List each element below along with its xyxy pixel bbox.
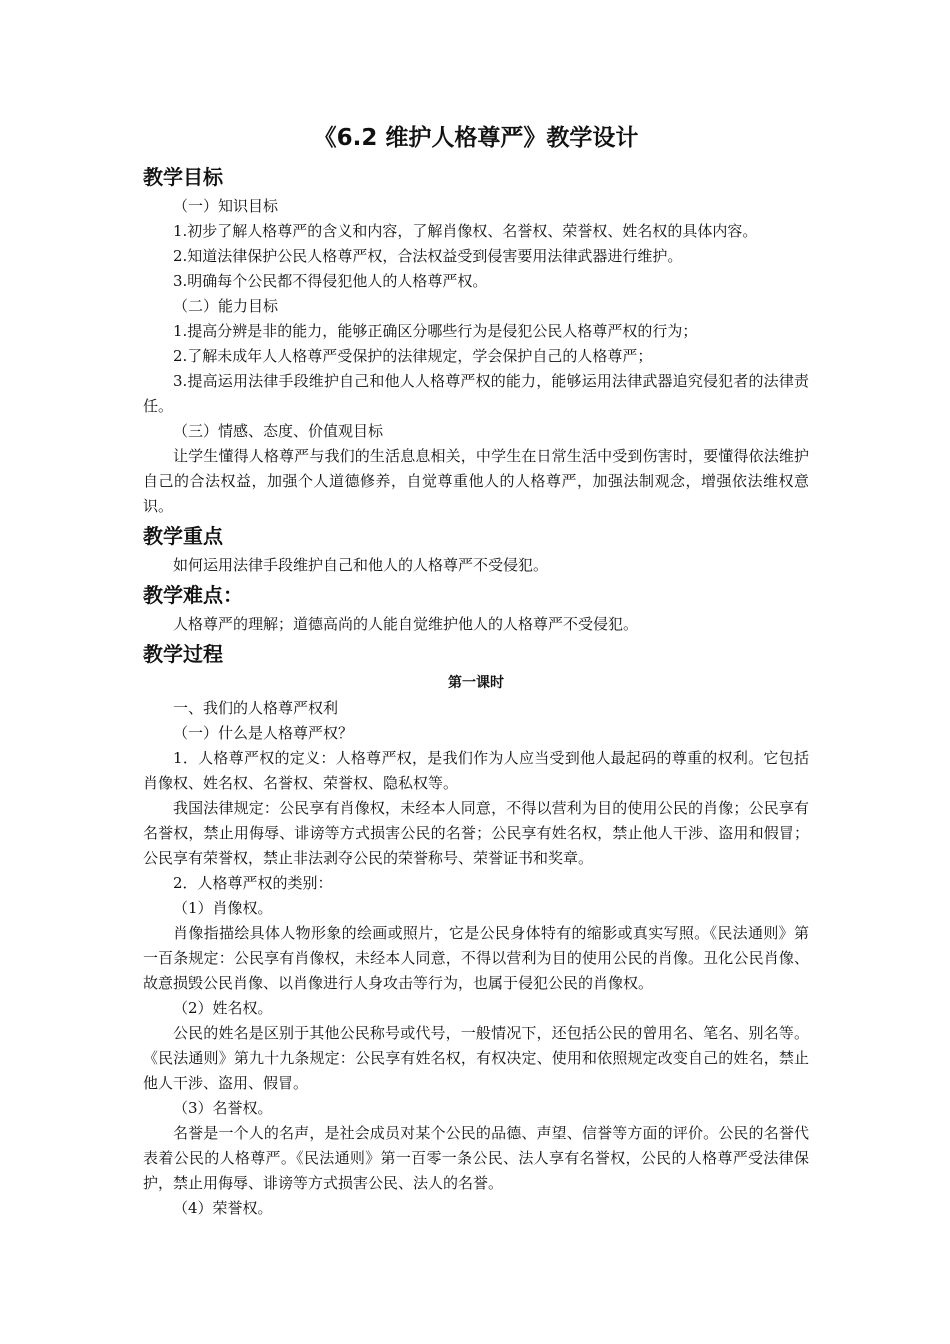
document-title: 《6.2 维护人格尊严》教学设计 [313,125,639,151]
paragraph: 我国法律规定：公民享有肖像权，未经本人同意，不得以营利为目的使用公民的肖像；公民享有名誉权，禁止用侮辱、诽谤等方式损害公民的名誉；公民享有姓名权，禁止他人干涉、盗用和假冒；公民享有荣誉权，禁止非法剥夺公民的荣誉称号、荣誉证书和奖章。 [143,799,809,867]
subheading-knowledge-goal: （一）知识目标 [173,197,279,215]
paragraph: 2.了解未成年人人格尊严受保护的法律规定，学会保护自己的人格尊严； [173,347,653,365]
paragraph: 2．人格尊严权的类别： [173,874,333,892]
paragraph: 3.提高运用法律手段维护自己和他人人格尊严权的能力，能够运用法律武器追究侵犯者的法律责任。 [143,372,809,415]
paragraph: 1.提高分辨是非的能力，能够正确区分哪些行为是侵犯公民人格尊严权的行为； [173,322,698,340]
paragraph: （1）肖像权。 [173,899,273,917]
paragraph: （3）名誉权。 [173,1099,273,1117]
section-heading-goals: 教学目标 [143,165,223,189]
lesson-title: 第一课时 [448,675,504,691]
section-heading-difficulty: 教学难点： [143,583,243,607]
paragraph: 1．人格尊严权的定义：人格尊严权，是我们作为人应当受到他人最起码的尊重的权利。它包括肖像权、姓名权、名誉权、荣誉权、隐私权等。 [143,749,809,792]
subheading-emotion-goal: （三）情感、态度、价值观目标 [173,422,384,440]
paragraph: 1.初步了解人格尊严的含义和内容，了解肖像权、名誉权、荣誉权、姓名权的具体内容。 [173,222,758,240]
paragraph: （2）姓名权。 [173,999,273,1017]
paragraph: 名誉是一个人的名声，是社会成员对某个公民的品德、声望、信誉等方面的评价。公民的名誉代表着公民的人格尊严。《民法通则》第一百零一条公民、法人享有名誉权，公民的人格尊严受法律保护，禁止用侮辱、诽谤等方式损害公民、法人的名誉。 [143,1124,809,1192]
paragraph: 2.知道法律保护公民人格尊严权，合法权益受到侵害要用法律武器进行维护。 [173,247,683,265]
document-body [143,118,809,1221]
paragraph: 3.明确每个公民都不得侵犯他人的人格尊严权。 [173,272,488,290]
paragraph: 让学生懂得人格尊严与我们的生活息息相关，中学生在日常生活中受到伤害时，要懂得依法维护自己的合法权益，加强个人道德修养，自觉尊重他人的人格尊严，加强法制观念，增强依法维权意识。 [143,447,809,515]
paragraph: 如何运用法律手段维护自己和他人的人格尊严不受侵犯。 [173,556,549,574]
subheading-ability-goal: （二）能力目标 [173,297,279,315]
section-heading-focus: 教学重点 [143,524,223,548]
paragraph: （一）什么是人格尊严权？ [173,724,354,742]
paragraph: 人格尊严的理解；道德高尚的人能自觉维护他人的人格尊严不受侵犯。 [173,615,639,633]
section-heading-process: 教学过程 [143,642,223,666]
paragraph: （4）荣誉权。 [173,1199,273,1217]
paragraph: 肖像指描绘具体人物形象的绘画或照片，它是公民身体特有的缩影或真实写照。《民法通则》第一百条规定：公民享有肖像权，未经本人同意，不得以营利为目的使用公民的肖像。丑化公民肖像、故意损毁公民肖像、以肖像进行人身攻击等行为，也属于侵犯公民的肖像权。 [143,924,809,992]
paragraph: 一、我们的人格尊严权利 [173,699,339,717]
paragraph: 公民的姓名是区别于其他公民称号或代号，一般情况下，还包括公民的曾用名、笔名、别名等。《民法通则》第九十九条规定：公民享有姓名权，有权决定、使用和依照规定改变自己的姓名，禁止他人干涉、盗用、假冒。 [143,1024,809,1092]
